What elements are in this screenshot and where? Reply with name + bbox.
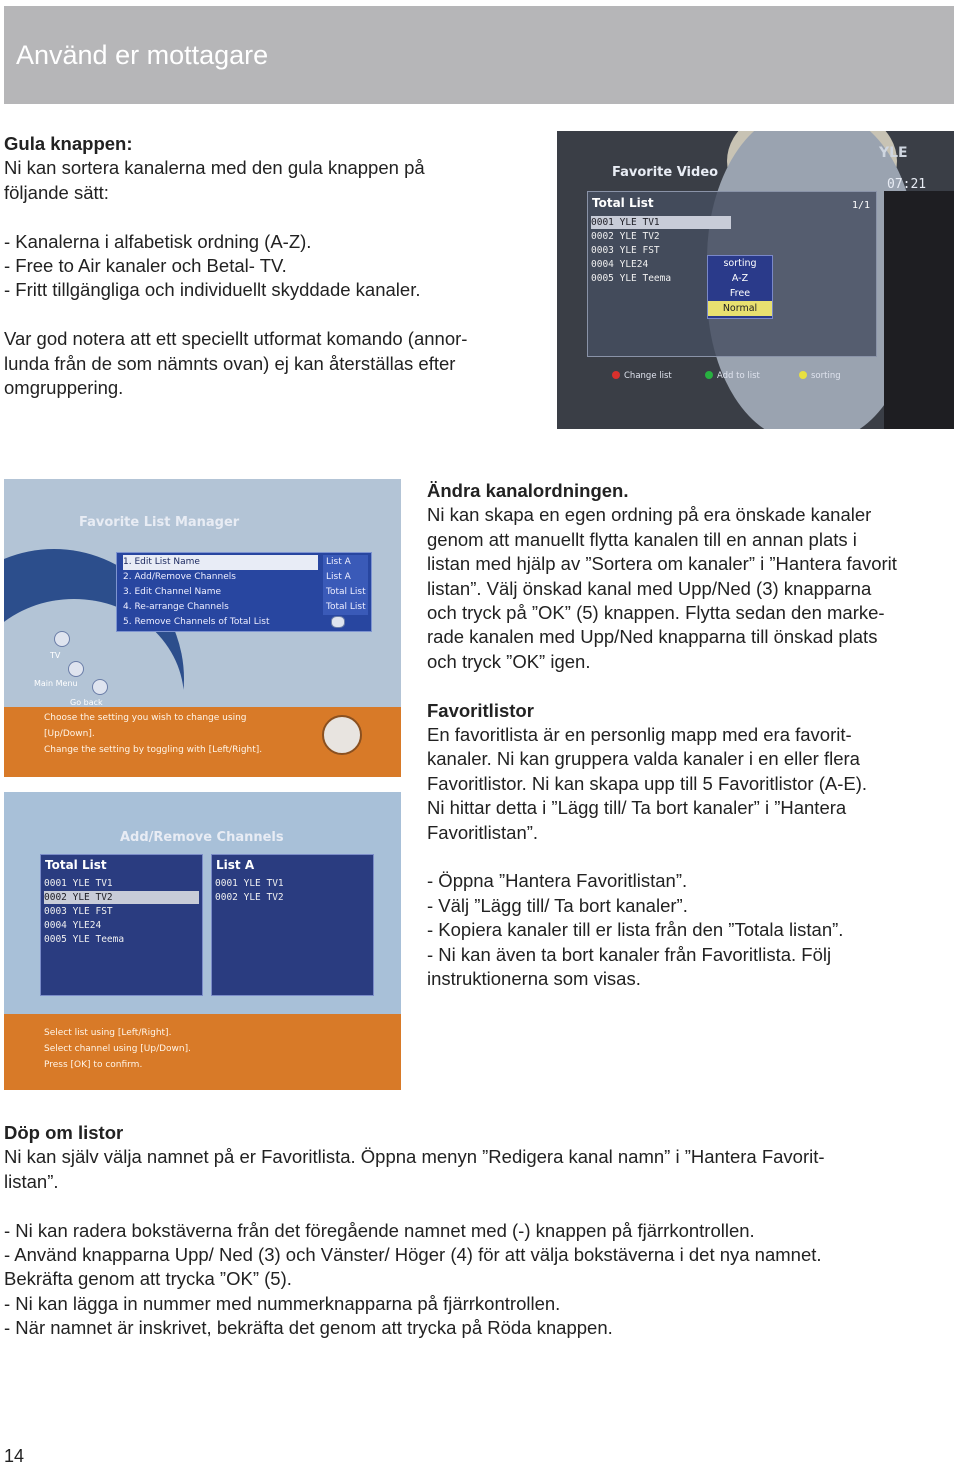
ok-icon xyxy=(323,615,368,630)
andra-line: listan”. Välj önskad kanal med Upp/Ned (3) knapparna xyxy=(427,577,872,599)
red-button-icon xyxy=(612,371,620,379)
menu-item[interactable]: 5. Remove Channels of Total List xyxy=(123,617,270,627)
osd-title: Favorite List Manager xyxy=(79,515,240,530)
legend-sorting: sorting xyxy=(799,371,841,381)
channel-row[interactable]: 0005 YLE Teema xyxy=(44,934,125,945)
favoritlistor-step: instruktionerna som visas. xyxy=(427,968,641,990)
gula-bullet: - Free to Air kanaler och Betal- TV. xyxy=(4,255,287,277)
osd-title: Add/Remove Channels xyxy=(120,830,284,845)
menu-item[interactable]: 4. Re-arrange Channels xyxy=(123,602,229,612)
sort-option-selected[interactable]: Normal xyxy=(708,301,772,316)
andra-line: Ni kan skapa en egen ordning på era önskade kanaler xyxy=(427,504,872,526)
menu-value: List A xyxy=(323,555,368,570)
gula-note-line: omgruppering. xyxy=(4,377,124,399)
dop-intro-line: listan”. xyxy=(4,1170,59,1192)
favoritlistor-line: Favoritlistan”. xyxy=(427,821,539,843)
favoritlistor-line: En favoritlista är en personlig mapp med era favorit- xyxy=(427,724,852,746)
yellow-button-icon xyxy=(799,371,807,379)
clock: 07:21 xyxy=(887,177,927,192)
sorting-menu-title: sorting xyxy=(723,258,757,269)
favoritlistor-step: - Kopiera kanaler till er lista från den ”Totala listan”. xyxy=(427,919,844,941)
gula-heading: Gula knappen: xyxy=(4,133,133,154)
channel-row[interactable]: 0005 YLE Teema xyxy=(591,273,672,284)
favoritlistor-heading: Favoritlistor xyxy=(427,699,534,721)
tv-button-icon[interactable] xyxy=(54,631,70,647)
dpad-icon xyxy=(322,715,362,755)
sort-option[interactable]: A-Z xyxy=(731,273,749,284)
screenshot-add-remove-channels xyxy=(4,792,401,1090)
total-list-box xyxy=(40,854,203,996)
menu-item[interactable]: 1. Edit List Name xyxy=(123,555,318,570)
page-title: Använd er mottagare xyxy=(16,40,269,70)
gula-bullet: - Fritt tillgängliga och individuellt skyddade kanaler. xyxy=(4,279,421,301)
gula-intro-line: Ni kan sortera kanalerna med den gula knappen på xyxy=(4,157,425,179)
sorting-menu xyxy=(707,255,773,319)
page-number: 14 xyxy=(4,1446,25,1466)
dop-heading: Döp om listor xyxy=(4,1122,124,1143)
favoritlistor-step: - Öppna ”Hantera Favoritlistan”. xyxy=(427,870,688,892)
page-indicator: 1/1 xyxy=(851,200,870,211)
channel-row[interactable]: 0001 YLE TV1 xyxy=(44,878,113,889)
list-a-box xyxy=(211,854,374,996)
dop-intro-line: Ni kan själv välja namnet på er Favoritlista. Öppna menyn ”Redigera kanal namn” i ”Hantera Favorit- xyxy=(4,1146,825,1168)
list-title: List A xyxy=(216,858,255,872)
main-menu-label: Main Menu xyxy=(34,679,78,688)
andra-line: listan med hjälp av ”Sortera om kanaler” i ”Hantera favorit xyxy=(427,553,897,575)
help-line: Select list using [Left/Right]. xyxy=(44,1028,172,1038)
favoritlistor-line: Favoritlistor. Ni kan skapa upp till 5 Favoritlistor (A-E). xyxy=(427,772,868,794)
go-back-label: Go back xyxy=(70,698,103,707)
help-line: [Up/Down]. xyxy=(44,729,95,739)
andra-line: och tryck ”OK” igen. xyxy=(427,650,591,672)
dop-step: - Använd knapparna Upp/ Ned (3) och Vänster/ Höger (4) för att välja bokstäverna i det nya namnet. xyxy=(4,1244,822,1266)
gula-note-line: Var god notera att ett speciellt utformat komando (annor- xyxy=(4,328,468,350)
tv-label: TV xyxy=(50,651,61,660)
andra-line: genom att manuellt flytta kanalen till en annan plats i xyxy=(427,528,857,550)
help-line: Choose the setting you wish to change using xyxy=(44,713,247,723)
help-line: Select channel using [Up/Down]. xyxy=(44,1044,191,1054)
dop-step: - Ni kan lägga in nummer med nummerknapparna på fjärrkontrollen. xyxy=(4,1292,561,1314)
channel-row[interactable]: 0002 YLE TV2 xyxy=(44,891,199,904)
section-gula xyxy=(4,132,544,400)
screenshot-favorite-video xyxy=(557,131,954,429)
screenshot-favorite-list-manager xyxy=(4,479,401,777)
gula-intro-line: följande sätt: xyxy=(4,181,109,203)
channel-row[interactable]: 0004 YLE24 xyxy=(591,259,649,270)
andra-heading: Ändra kanalordningen. xyxy=(427,480,629,501)
green-button-icon xyxy=(705,371,713,379)
menu-value: List A xyxy=(323,570,368,585)
favoritlistor-line: kanaler. Ni kan gruppera valda kanaler i en eller flera xyxy=(427,748,860,770)
favoritlistor-step: - Ni kan även ta bort kanaler från Favoritlista. Följ xyxy=(427,943,832,965)
menu-item[interactable]: 3. Edit Channel Name xyxy=(123,587,222,597)
channel-row[interactable]: 0001 YLE TV1 xyxy=(215,878,284,889)
help-line: Press [OK] to confirm. xyxy=(44,1060,143,1070)
legend-change-list: Change list xyxy=(612,371,672,381)
header-bar xyxy=(4,6,954,104)
list-title: Total List xyxy=(45,858,107,872)
channel-row[interactable]: 0004 YLE24 xyxy=(44,920,102,931)
list-title: Total List xyxy=(592,196,654,210)
channel-logo: YLE xyxy=(879,145,908,161)
help-panel xyxy=(4,1014,401,1090)
sort-option[interactable]: Free xyxy=(729,288,751,299)
menu-item[interactable]: 2. Add/Remove Channels xyxy=(123,572,236,582)
help-line: Change the setting by toggling with [Left/Right]. xyxy=(44,745,263,755)
channel-row[interactable]: 0002 YLE TV2 xyxy=(591,231,660,242)
channel-row[interactable]: 0003 YLE FST xyxy=(44,906,113,917)
manager-menu xyxy=(116,552,372,632)
favoritlistor-step: - Välj ”Lägg till/ Ta bort kanaler”. xyxy=(427,894,688,916)
andra-line: och tryck på ”OK” (5) knappen. Flytta sedan den marke- xyxy=(427,602,885,624)
dop-step: - När namnet är inskrivet, bekräfta det genom att trycka på Röda knappen. xyxy=(4,1317,613,1339)
gula-note-line: lunda från de som nämnts ovan) ej kan återställas efter xyxy=(4,352,456,374)
dop-step: Bekräfta genom att trycka ”OK” (5). xyxy=(4,1268,292,1290)
favoritlistor-line: Ni hittar detta i ”Lägg till/ Ta bort kanaler” i ”Hantera xyxy=(427,797,847,819)
channel-row[interactable]: 0001 YLE TV1 xyxy=(591,216,731,229)
dop-step: - Ni kan radera bokstäverna från det föregående namnet med (-) knappen på fjärrkontrollen. xyxy=(4,1219,755,1241)
section-andra xyxy=(427,479,957,992)
back-button-icon[interactable] xyxy=(92,679,108,695)
channel-row[interactable]: 0003 YLE FST xyxy=(591,245,660,256)
menu-value: Total List xyxy=(323,600,368,615)
channel-row[interactable]: 0002 YLE TV2 xyxy=(215,892,284,903)
andra-line: rade kanalen med Upp/Ned knapparna till önskad plats xyxy=(427,626,878,648)
osd-title: Favorite Video xyxy=(612,165,719,180)
section-dop xyxy=(4,1121,954,1341)
menu-button-icon[interactable] xyxy=(68,661,84,677)
gula-bullet: - Kanalerna i alfabetisk ordning (A-Z). xyxy=(4,230,312,252)
menu-value: Total List xyxy=(323,585,368,600)
legend-add-to-list: Add to list xyxy=(705,371,760,381)
